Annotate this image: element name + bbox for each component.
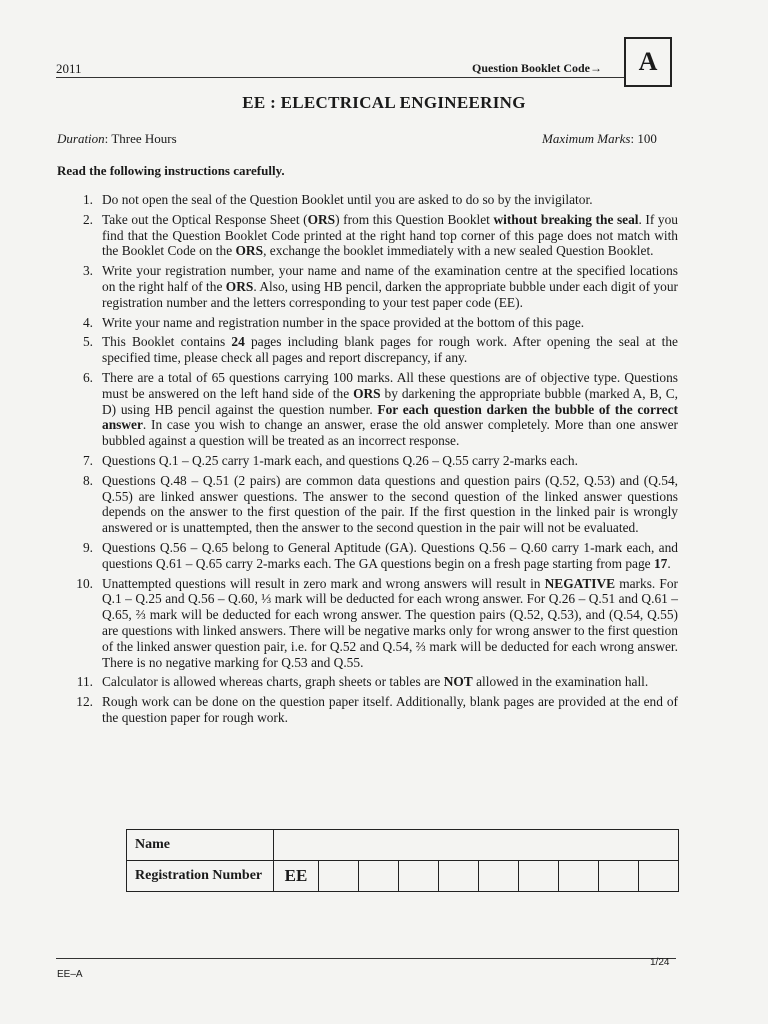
registration-digit-cell[interactable]	[519, 861, 559, 892]
instruction-text: , exchange the booklet immediately with a new sealed Question Booklet.	[263, 243, 654, 259]
page-number: 1/24	[650, 957, 670, 968]
instruction-number: 7.	[82, 452, 93, 468]
name-label: Name	[127, 830, 274, 861]
registration-prefix: EE	[274, 861, 319, 892]
instruction-text: Calculator is allowed whereas charts, graph sheets or tables are	[102, 674, 444, 690]
instruction-text: Write your registration number, your name and name of the examination centre at the specified locations on the right half of the	[102, 263, 678, 294]
maximum-marks	[542, 131, 657, 147]
footer-rule	[56, 958, 676, 959]
instruction-text: .	[667, 555, 671, 571]
instruction-text: Questions Q.56 – Q.65 belong to General Aptitude (GA). Questions Q.56 – Q.60 carry 1-mark each, and questions Q.61 – Q.65 carry 2-marks each. The GA questions begin on a fresh page starting from page	[102, 539, 678, 571]
registration-digit-cell[interactable]	[599, 861, 639, 892]
instruction-item	[60, 263, 678, 310]
duration-sep: :	[104, 131, 112, 146]
instruction-text: Questions Q.48 – Q.51 (2 pairs) are common data questions and question pairs (Q.52, Q.53) and (Q.54, Q.55) are linked answer questions. The answer to the second question of the linked answer questions depends on the answer to the first question of the pair. If the first question in the linked pair is wrongly answered or is unattempted, then the answer to the second question in the pair will not be evaluated.	[102, 472, 678, 536]
registration-label: Registration Number	[127, 861, 274, 892]
instruction-emphasis: ORS	[225, 278, 254, 294]
instruction-emphasis: 24	[231, 334, 245, 350]
instruction-text: . Also, using HB pencil, darken the appropriate bubble under each digit of your registration number and the letters corresponding to your test paper code (EE).	[102, 278, 678, 310]
instruction-number: 9.	[82, 539, 93, 555]
instruction-emphasis: ORS	[307, 211, 336, 227]
instruction-number: 10.	[76, 575, 93, 591]
instruction-item	[60, 453, 678, 469]
registration-digit-cell[interactable]	[399, 861, 439, 892]
instruction-item	[60, 334, 678, 366]
instruction-emphasis: NOT	[443, 674, 473, 690]
instruction-item	[60, 192, 678, 208]
marks-value: 100	[637, 131, 657, 146]
instruction-item	[60, 576, 678, 671]
name-row	[127, 830, 679, 861]
instruction-emphasis: without breaking the seal	[493, 211, 639, 227]
instruction-emphasis: ORS	[353, 385, 381, 401]
marks-label: Maximum Marks	[542, 131, 631, 146]
instructions-heading: Read the following instructions carefully.	[57, 163, 285, 178]
instruction-item	[60, 212, 678, 259]
duration-label: Duration	[57, 131, 105, 146]
instruction-number: 6.	[82, 369, 93, 385]
instruction-text: . If you find that the Question Booklet Code printed at the right hand top corner of this page does not match with the Booklet Code on the	[102, 211, 678, 259]
instruction-emphasis: For each question darken the bubble of the correct answer	[102, 401, 678, 433]
page-title: EE : ELECTRICAL ENGINEERING	[242, 93, 526, 112]
instruction-item	[60, 694, 678, 726]
instruction-item	[60, 315, 678, 331]
candidate-details-table	[126, 829, 679, 892]
registration-digit-cell[interactable]	[559, 861, 599, 892]
registration-digit-cell[interactable]	[639, 861, 679, 892]
instruction-text: Questions Q.1 – Q.25 carry 1-mark each, and questions Q.26 – Q.55 carry 2-marks each.	[102, 452, 578, 468]
arrow-right-icon: →	[590, 61, 603, 75]
instruction-text: Rough work can be done on the question paper itself. Additionally, blank pages are provided at the end of the question paper for rough work.	[102, 694, 678, 725]
marks-sep: :	[630, 131, 638, 146]
instruction-number: 1.	[82, 192, 93, 207]
instructions-list	[60, 192, 678, 730]
instruction-item	[60, 370, 678, 449]
paper-code-footer: EE–A	[57, 969, 83, 980]
registration-digit-cell[interactable]	[359, 861, 399, 892]
instruction-text: This Booklet contains	[102, 334, 232, 350]
instruction-text: ) from this Question Booklet	[335, 211, 494, 227]
instruction-text: Do not open the seal of the Question Booklet until you are asked to do so by the invigilator.	[102, 192, 593, 207]
instruction-text: . In case you wish to change an answer, erase the old answer completely. More than one answer bubbled against a question will be treated as an incorrect response.	[102, 417, 678, 449]
instruction-text: pages including blank pages for rough work. After opening the seal at the specified time, please check all pages and report discrepancy, if any.	[102, 334, 678, 366]
instruction-item	[60, 540, 678, 572]
registration-digit-cell[interactable]	[479, 861, 519, 892]
name-field[interactable]	[274, 830, 679, 861]
instruction-number: 2.	[82, 211, 93, 227]
booklet-code-text: Question Booklet Code	[472, 61, 591, 75]
instruction-number: 4.	[82, 314, 93, 330]
instruction-number: 5.	[82, 334, 93, 350]
duration-value: Three Hours	[111, 131, 177, 146]
header-rule	[56, 77, 626, 78]
instruction-text: There are a total of 65 questions carrying 100 marks. All these questions are of objective type. Questions must be answered on the left hand side of the	[102, 369, 678, 401]
instruction-text: allowed in the examination hall.	[472, 674, 649, 690]
booklet-code-label	[472, 61, 602, 76]
registration-row	[127, 861, 679, 892]
exam-year: 2011	[56, 61, 82, 76]
instruction-number: 8.	[82, 472, 93, 488]
instruction-text: by darkening the appropriate bubble (marked A, B, C, D) using HB pencil against the question number.	[102, 385, 678, 417]
instruction-number: 3.	[82, 263, 93, 279]
registration-digit-cell[interactable]	[439, 861, 479, 892]
instruction-item	[60, 674, 678, 690]
instruction-text: Unattempted questions will result in zero mark and wrong answers will result in	[102, 575, 545, 591]
registration-digit-cell[interactable]	[319, 861, 359, 892]
instruction-number: 12.	[76, 694, 93, 710]
instruction-text: Write your name and registration number in the space provided at the bottom of this page.	[102, 314, 585, 330]
instruction-item	[60, 473, 678, 536]
duration	[57, 131, 177, 147]
instruction-emphasis: NEGATIVE	[544, 575, 616, 591]
booklet-code-box: A	[624, 37, 672, 87]
instruction-number: 11.	[76, 674, 93, 690]
instruction-text: Take out the Optical Response Sheet (	[102, 211, 308, 227]
instruction-emphasis: ORS	[235, 243, 264, 259]
instruction-emphasis: 17	[653, 555, 668, 571]
instruction-text: marks. For Q.1 – Q.25 and Q.56 – Q.60, ⅓ mark will be deducted for each wrong answer. For Q.26 – Q.51 and Q.61 – Q.65, ⅔ mark will be deducted for each wrong answer. The question pairs (Q.52, Q.53), and (Q.54, Q.55) are questions with linked answers. There will be negative marks only for wrong answer to the first question of the linked answer question pair, i.e. for Q.52 and Q.54, ⅔ mark will be deducted for each wrong answer. There is no negative marking for Q.53 and Q.55.	[102, 575, 678, 670]
